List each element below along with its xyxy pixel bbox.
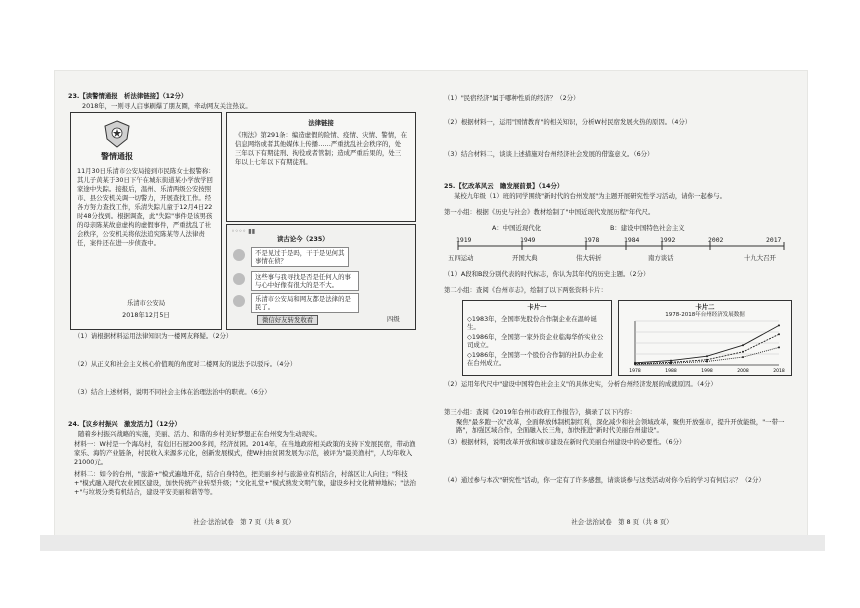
phone-screenshot	[226, 224, 416, 330]
group-2-text: 第二小组：查阅《台州市志》，绘制了以下两张资料卡片：	[444, 286, 607, 294]
card-two	[618, 300, 792, 376]
data-point	[742, 356, 744, 358]
avatar	[233, 249, 245, 261]
left-page	[64, 78, 424, 530]
group-1-text: 第一小组：根据《历史与社会》教材绘制了"中国近现代发展历程"年代尺。	[444, 208, 655, 216]
data-point	[742, 351, 744, 353]
x-tick-label: 1978	[629, 369, 641, 374]
timeline-ruler	[458, 234, 788, 264]
data-point	[670, 360, 672, 362]
group-3-question: （3）根据材料，说明改革开放和城市建设在新时代美丽台州建设中的必要性。（6分）	[444, 438, 686, 446]
q25-title: 25.【忆改革风云 瞻发展前景】（14分）	[444, 182, 564, 190]
police-badge-icon	[99, 119, 135, 149]
forward-button[interactable]: 微信好友转发收看	[257, 315, 318, 325]
material-2: 材料二：如今的台州，"旅游+"模式遍地开花，结合自身特色，把美丽乡村与旅游业有机结合，村落区让人向往；"科技+"模式融入现代农业园区建设，加快传统产业转型升级；"文化礼堂+"模式熟发文明气象，建设乡村文化精神地标；"法治+"与垃圾分类有机结合，建设平安美丽和谐等等。	[74, 470, 416, 496]
law-title: 法律链接	[308, 119, 334, 127]
page-footer: 社会·法治试卷 第 7 页（共 8 页）	[193, 518, 295, 526]
timeline-event: 伟大转折	[576, 254, 602, 262]
year-tick: 1992	[660, 236, 676, 244]
page-footer: 社会·法治试卷 第 8 页（共 8 页）	[571, 518, 673, 526]
data-point	[670, 362, 672, 364]
group-2-question: （2）运用年代尺中"建设中国特色社会主义"的具体史实，分析台州经济发展的成就原因。（4分）	[444, 380, 717, 388]
timeline-event: 十九大召开	[744, 254, 776, 262]
card-one-title: 卡片一	[527, 303, 547, 311]
card-one	[462, 300, 612, 376]
q23-2: （2）从正义和社会主义核心价值观的角度对二楼网友的说法予以驳斥。（4分）	[74, 360, 297, 368]
timeline-event: 开国大典	[512, 254, 538, 262]
card-one-item: ◇1983年，全国率先股份合作制企业在温岭诞生。	[467, 315, 597, 331]
material-1: 材料一：W村是一个海岛村，有危旧石屋200多间，经济贫困。2014年，在当地政府相关政策的支持下发展民宿，带动渔家乐、海钓产业链条，村民收入来源多元化，创新发展模式，使W村由贫困发展为示范，被评为"最美渔村"，人均年收入21000元。	[74, 440, 416, 466]
q23-3: （3）结合上述材料，说明不同社会主体在治理法治中的职责。（6分）	[74, 388, 271, 396]
police-notice-box	[70, 112, 222, 330]
year-tick: 2017	[766, 236, 782, 244]
q25-4: （4）通过参与本次"研究性"活动，你一定有了许多感想，请谈谈参与这类活动对你今后的学习有何启示？（2分）	[444, 476, 765, 484]
year-tick: 1984	[624, 236, 640, 244]
q24-intro: 随着乡村振兴战略的实施，美丽、活力、和谐的乡村美好梦想正在台州变为生动现实。	[78, 430, 321, 438]
chart-title: 1978-2018年台州经济发展数据	[665, 312, 745, 318]
notice-title: 警情通报	[101, 152, 133, 161]
timeline-label-a: A：中国近现代化	[492, 224, 542, 232]
group-3-text: 第三小组：查阅《2019年台州市政府工作报告》，摘录了以下内容：	[444, 408, 636, 416]
data-point	[778, 346, 780, 348]
q25-intro: 某校九年级（1）班的同学围绕"新时代的台州发展"为主题开展研究性学习活动，请你一起参与。	[454, 192, 726, 200]
q24-title: 24.【议乡村振兴 激发活力】（12分）	[68, 420, 181, 428]
year-tick: 1978	[584, 236, 600, 244]
card-one-item: ◇1986年，全国第一个股份合作制的社队办企业在台州成立。	[467, 351, 604, 367]
x-tick-label: 2008	[737, 369, 749, 374]
x-tick-label: 2018	[773, 369, 785, 374]
law-text: 《刑法》第291条：编造虚假的险情、疫情、灾情、警情，在信息网络或者其他媒体上传播……严重扰乱社会秩序的，处三年以下有期徒刑、拘役或者管制；造成严重后果的，处三年以上七年以下有期徒刑。	[235, 131, 407, 166]
r-q3: （3）结合材料二，谈谈上述措施对台州经济社会发展的借鉴意义。（6分）	[444, 150, 654, 158]
scan-bottom-edge	[40, 535, 825, 551]
phone-status: ◦◦◦◦ ▮▮	[231, 227, 256, 235]
phone-header: 读古论今（235）	[277, 235, 329, 243]
scanned-exam-spread	[54, 70, 808, 538]
r-q1: （1）"民宿经济"属于哪种性质的经济？（2分）	[444, 94, 580, 102]
year-tick: 1919	[456, 236, 472, 244]
phone-footer-label: 四级	[387, 315, 400, 323]
group-1-question: （1）A段和B段分别代表的时代标志，你认为其年代的历史主题。（2分）	[444, 270, 650, 278]
data-point	[634, 363, 636, 365]
timeline-event: 南方谈话	[648, 254, 674, 262]
notice-signoff: 乐清市公安局	[126, 299, 166, 307]
timeline-label-b: B：建设中国特色社会主义	[610, 224, 685, 232]
q23-1: （1）请根据材料运用法律知识为一楼网友释疑。（2分）	[74, 332, 233, 340]
notice-date: 2018年12月5日	[122, 311, 170, 319]
card-one-item: ◇1986年，全国第一家外资企业临海华侨实业公司成立。	[467, 333, 604, 349]
q23-title: 23.【读警情通报 析法律链接】（12分）	[68, 92, 188, 100]
notice-text: 11月30日乐清市公安局接到市民陈女士报警称：其儿子黄某于30日下午在城东街道某小学放学回家途中失踪。接报后，温州、乐清两级公安按照市、县公安机关调一切警力，开展查找工作。经各方努力查找工作，乐清失踪儿童于12月4日22时48分找到。根据调查，此"失踪"事件是该男孩的母亲陈某故意虚构的虚假事件，严重扰乱了社会秩序，公安机关将依法追究陈某等人法律责任，案件还在进一步侦查中。	[77, 167, 215, 247]
chat-bubble-2: 这些事与我寻找是否是任何人的事与心中好像有很大的是不大。	[251, 271, 359, 291]
data-point	[778, 324, 780, 326]
data-point	[778, 333, 780, 335]
data-point	[742, 344, 744, 346]
law-link-box	[226, 112, 416, 222]
q23-intro: 2018年，一则寻人启事刷爆了朋友圈，牵动网友关注热议。	[82, 102, 252, 110]
x-tick-label: 1998	[701, 369, 713, 374]
data-point	[706, 359, 708, 361]
right-page	[442, 78, 802, 530]
chat-bubble-1: 不是见过于是吗，干于是见何其事情在侦？	[251, 247, 349, 267]
avatar	[233, 273, 245, 285]
line-chart	[627, 319, 783, 373]
chat-bubble-3: 乐清市公安局和网友都是法律的是民了。	[251, 293, 359, 313]
r-q2: （2）根据材料一，运用"国情教育"的相关知识，分析W村民宿发展火热的原因。（4分）	[444, 118, 692, 126]
year-tick: 1949	[520, 236, 536, 244]
card-two-title: 卡片二	[695, 303, 715, 311]
data-point	[706, 355, 708, 357]
year-tick: 2002	[708, 236, 724, 244]
timeline-event: 五四运动	[448, 254, 474, 262]
x-tick-label: 1988	[665, 369, 677, 374]
report-text: 聚焦"最多跑一次"改革，全面释放体制机制红利，深化减少和社会领域改革，聚焦开放强市，提升开放能级，"一带一路"，加强区域合作，全面融入长三角，加快推进"新时代美丽台州建设"。	[456, 418, 785, 434]
data-point	[706, 360, 708, 362]
avatar	[233, 295, 245, 307]
